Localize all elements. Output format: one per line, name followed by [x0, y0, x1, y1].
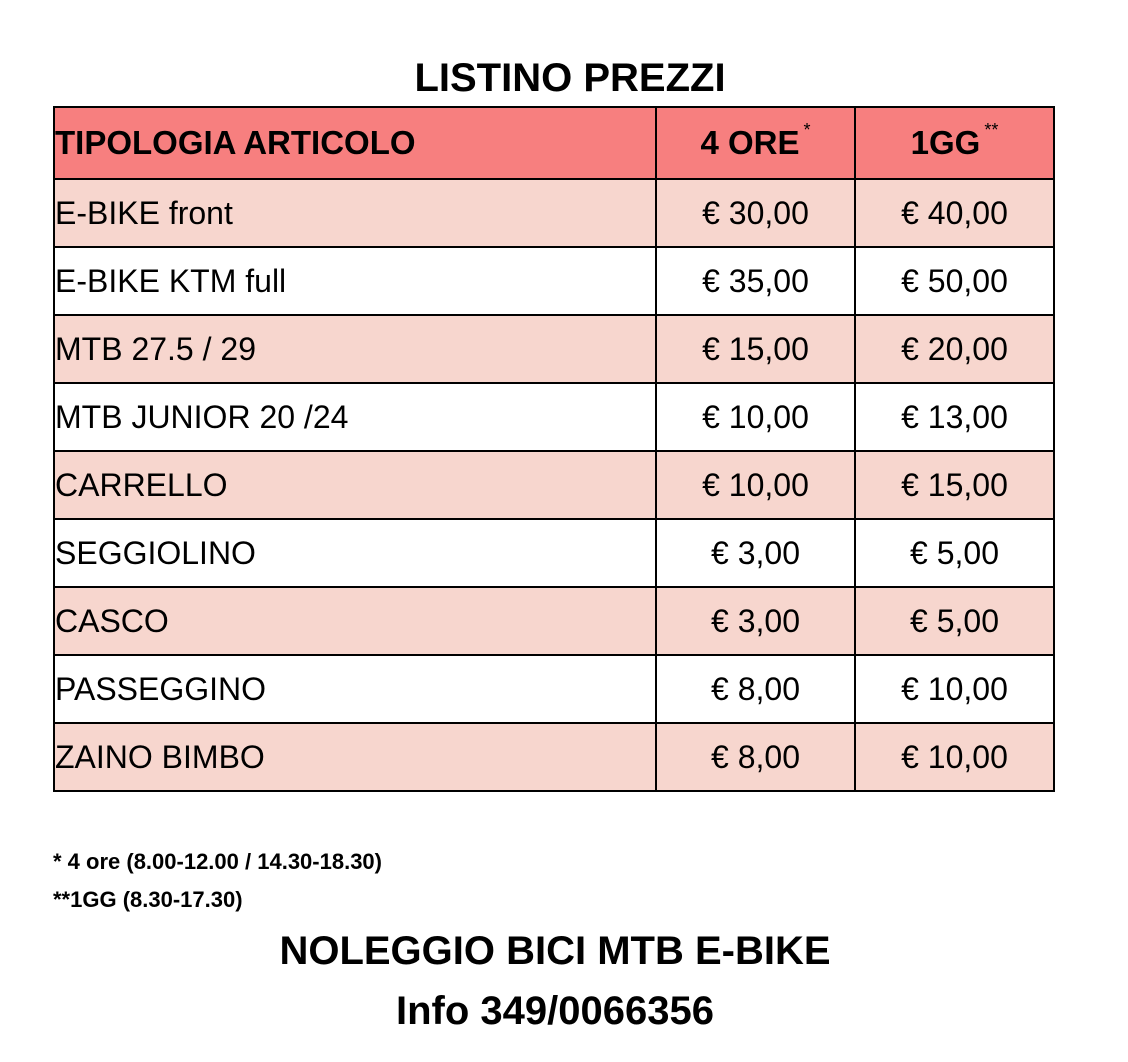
- header-one-day: [855, 107, 1054, 179]
- header-item-label: TIPOLOGIA ARTICOLO: [55, 124, 416, 161]
- row-item: E-BIKE KTM full: [54, 247, 656, 315]
- footnotes: [53, 843, 382, 919]
- price-table: [53, 106, 1055, 792]
- table-row: [54, 451, 1054, 519]
- row-one-day-price: € 15,00: [855, 451, 1054, 519]
- table-header-row: [54, 107, 1054, 179]
- row-item: CARRELLO: [54, 451, 656, 519]
- table-row: [54, 519, 1054, 587]
- contact-info: Info 349/0066356: [396, 989, 714, 1033]
- row-four-hours-price: € 3,00: [656, 519, 855, 587]
- row-item: ZAINO BIMBO: [54, 723, 656, 791]
- header-one-day-mark: **: [984, 120, 999, 140]
- page-title: LISTINO PREZZI: [414, 56, 726, 100]
- row-one-day-price: € 20,00: [855, 315, 1054, 383]
- header-one-day-label: 1GG: [910, 124, 981, 161]
- header-four-hours-label: 4 ORE: [700, 124, 800, 161]
- row-one-day-price: € 40,00: [855, 179, 1054, 247]
- row-item: PASSEGGINO: [54, 655, 656, 723]
- row-item: CASCO: [54, 587, 656, 655]
- row-one-day-price: € 5,00: [855, 519, 1054, 587]
- header-item: [54, 107, 656, 179]
- row-one-day-price: € 10,00: [855, 655, 1054, 723]
- row-item: E-BIKE front: [54, 179, 656, 247]
- row-one-day-price: € 10,00: [855, 723, 1054, 791]
- row-four-hours-price: € 3,00: [656, 587, 855, 655]
- row-four-hours-price: € 15,00: [656, 315, 855, 383]
- table-row: [54, 655, 1054, 723]
- table-row: [54, 723, 1054, 791]
- row-four-hours-price: € 10,00: [656, 383, 855, 451]
- table-row: [54, 315, 1054, 383]
- row-item: SEGGIOLINO: [54, 519, 656, 587]
- rental-service-heading: NOLEGGIO BICI MTB E-BIKE: [279, 929, 831, 973]
- row-one-day-price: € 50,00: [855, 247, 1054, 315]
- row-four-hours-price: € 8,00: [656, 655, 855, 723]
- row-four-hours-price: € 8,00: [656, 723, 855, 791]
- footnote-four-hours: * 4 ore (8.00-12.00 / 14.30-18.30): [53, 849, 382, 874]
- header-four-hours: [656, 107, 855, 179]
- row-one-day-price: € 13,00: [855, 383, 1054, 451]
- table-row: [54, 179, 1054, 247]
- footnote-one-day: **1GG (8.30-17.30): [53, 887, 243, 912]
- table-row: [54, 587, 1054, 655]
- table-row: [54, 383, 1054, 451]
- row-one-day-price: € 5,00: [855, 587, 1054, 655]
- row-four-hours-price: € 35,00: [656, 247, 855, 315]
- row-item: MTB 27.5 / 29: [54, 315, 656, 383]
- row-item: MTB JUNIOR 20 /24: [54, 383, 656, 451]
- table-row: [54, 247, 1054, 315]
- row-four-hours-price: € 10,00: [656, 451, 855, 519]
- row-four-hours-price: € 30,00: [656, 179, 855, 247]
- header-four-hours-mark: *: [803, 120, 811, 140]
